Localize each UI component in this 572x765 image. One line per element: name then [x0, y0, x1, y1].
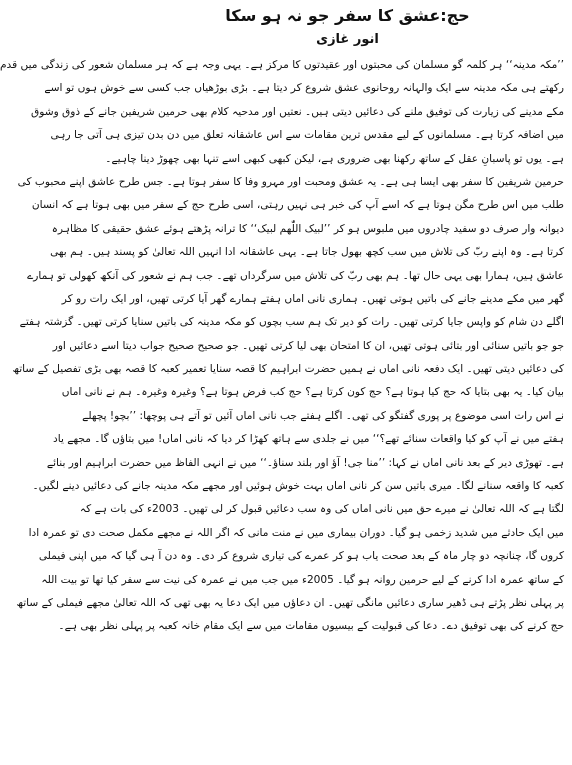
article-line: کی دعائیں دیتی تھیں۔ ایک دفعہ نانی اماں نے ہمیں حضرت ابراہیم کا قصہ سنایا تعمیر کعبہ کا قصہ بھی بڑی تفصیل کے ساتھ: [12, 363, 564, 376]
article-line: عاشق ہیں، ہمارا بھی یہی حال تھا۔ ہم بھی ربّ کی تلاش میں سرگرداں تھے۔ جب ہم نے شعور کی آنکھ کھولی تو ہمارے: [27, 269, 564, 282]
article-author: انور غازی: [316, 32, 379, 47]
article-line: اگلے دن شام کو واپس جایا کرتی تھیں۔ رات کو دیر تک ہم سب بچوں کو مکہ مدینہ کی باتیں سنایا کرتی تھیں۔ گزشتہ ہفتے: [19, 316, 564, 329]
article-line: کروں گا، چنانچہ دو چار ماہ کے بعد صحت یاب ہو کر عمرے کی تیاری شروع کر دی۔ وہ دن آ ہی گیا کہ میں اپنی فیملی: [38, 550, 564, 563]
article-line: ہفتے میں نے آپ کو کیا واقعات سنائے تھے؟‘‘ میں نے جلدی سے ہاتھ کھڑا کر دیا کہ نانی اماں! میں بتاؤں گا۔ مجھے یاد: [53, 433, 564, 446]
article-line: طلب میں اس طرح مگن ہوتا ہے کہ اسے آپ کی خبر ہی نہیں رہتی، اسی طرح حج کے سفر میں بھی ہوتا ہے کہ انسان: [31, 199, 564, 212]
article-line: بیان کیا۔ یہ بھی بتایا کہ حج کیا ہوتا ہے؟ حج کون کرتا ہے؟ حج کب فرض ہوتا ہے؟ وغیرہ وغیرہ۔ ہم نے نانی اماں: [61, 386, 564, 399]
article-line: مکے مدینے کی زیارت کی توفیق ملنے کی دعائیں دیتی ہیں۔ نعتیں اور مدحیہ کلام بھی حرمین شریفین جانے کے ذوق وشوق: [31, 105, 564, 118]
article-line: میں اضافہ کرتا ہے۔ مسلمانوں کے لیے مقدس ترین مقامات سے اس عاشقانہ تعلق میں دن بدن تیزی ہی آتی جا رہی: [50, 129, 564, 142]
article-line: ہے۔ یوں تو پاسبانِ عقل کے ساتھ رکھنا بھی ضروری ہے، لیکن کبھی کبھی اسے تنہا بھی چھوڑ دینا چاہیے۔: [105, 152, 564, 165]
article-line: جو جو باتیں سنائی اور بتائی ہوتی تھیں، ان کا امتحان بھی لیا کرتی تھیں۔ جو صحیح صحیح جواب دیتا اسے دعائیں اور: [52, 339, 564, 352]
article-line: دیوانہ وار صرف دو سفید چادروں میں ملبوس ہو کر ’’لبیک اللّٰھم لبیک‘‘ کا ترانہ پڑھتے ہوئے عشق حقیقی کا مظاہرہ: [51, 222, 564, 235]
article-line: نے اس رات اسی موضوع پر پوری گفتگو کی تھی۔ اگلے ہفتے جب نانی اماں آئیں تو آتے ہی پوچھا: ’’بچو! پچھلے: [82, 409, 564, 422]
article-line: میں ایک حادثے میں شدید زخمی ہو گیا۔ دوران بیماری میں نے منت مانی کہ اگر اللہ نے مجھے مکمل صحت دی تو عمرہ ادا: [28, 526, 564, 539]
article-line: پر پہلی نظر پڑتے ہی ڈھیر ساری دعائیں مانگی تھیں۔ ان دعاؤں میں ایک دعا یہ بھی تھی کہ اللہ تعالیٰ مجھے فیملی کے ساتھ: [16, 596, 564, 609]
article-line: کے ساتھ عمرہ ادا کرنے کے لیے حرمین روانہ ہو گیا۔ 2005ء میں جب میں نے عمرہ کی نیت سے سفر کیا تھا تو بیت اللہ: [41, 573, 564, 586]
article-line: گھر میں مکے مدینے جانے کی باتیں ہوتی تھیں۔ ہماری نانی اماں ہفتے ہمارے گھر آیا کرتی تھیں، اور ایک رات رو کر: [61, 292, 564, 305]
article-line: حج کرنے کی بھی توفیق دے۔ دعا کی قبولیت کے بیسیوں مقامات میں سے ایک مقام خانہ کعبہ پر پہلی نظر بھی ہے۔: [58, 620, 564, 633]
article-line: رکھتے ہی مکہ مدینہ سے ایک والہانہ روحانوی عشق شروع کر دیتا ہے۔ بڑی بوڑھیاں جب کسی سے خوش ہوں تو اسے: [44, 82, 564, 95]
article-line: لگتا ہے کہ اللہ تعالیٰ نے میرے حق میں نانی اماں کی وہ سب دعائیں قبول کر لی تھیں۔ 2003ء کی بات ہے کہ: [79, 503, 564, 516]
article-line: ’’مکہ مدینہ‘‘ ہر کلمہ گو مسلمان کی محبتوں اور عقیدتوں کا مرکز ہے۔ یہی وجہ ہے کہ ہر مسلمان شعور کی زندگی میں قدم: [0, 59, 564, 71]
article-line: کعبہ کا واقعہ سنانے لگا۔ میری باتیں سن کر نانی اماں بہت خوش ہوئیں اور مجھے مکہ مدینہ جانے کی دعائیں دینے لگیں۔: [32, 480, 564, 493]
article-line: ہے۔ تھوڑی دیر کے بعد نانی اماں نے کہا: ’’منا جی! آؤ اور بلند سناؤ۔‘‘ میں نے انہی الفاظ میں حضرت ابراہیم اور بنائے: [46, 456, 564, 469]
article-title: حج:عشق کا سفر جو نہ ہو سکا: [225, 6, 470, 25]
article-body: [0, 54, 564, 639]
article-line: حرمین شریفین کا سفر بھی ایسا ہی ہے۔ یہ عشق ومحبت اور مہرو وفا کا سفر ہوتا ہے۔ جس طرح عاشق اپنے محبوب کی: [17, 175, 564, 188]
article-line: کرتا ہے۔ وہ اپنے ربّ کی تلاش میں سب کچھ بھول جاتا ہے۔ یہی عاشقانہ ادا انہیں اللہ تعالیٰ کو پسند ہیں۔ ہم بھی: [50, 246, 564, 259]
